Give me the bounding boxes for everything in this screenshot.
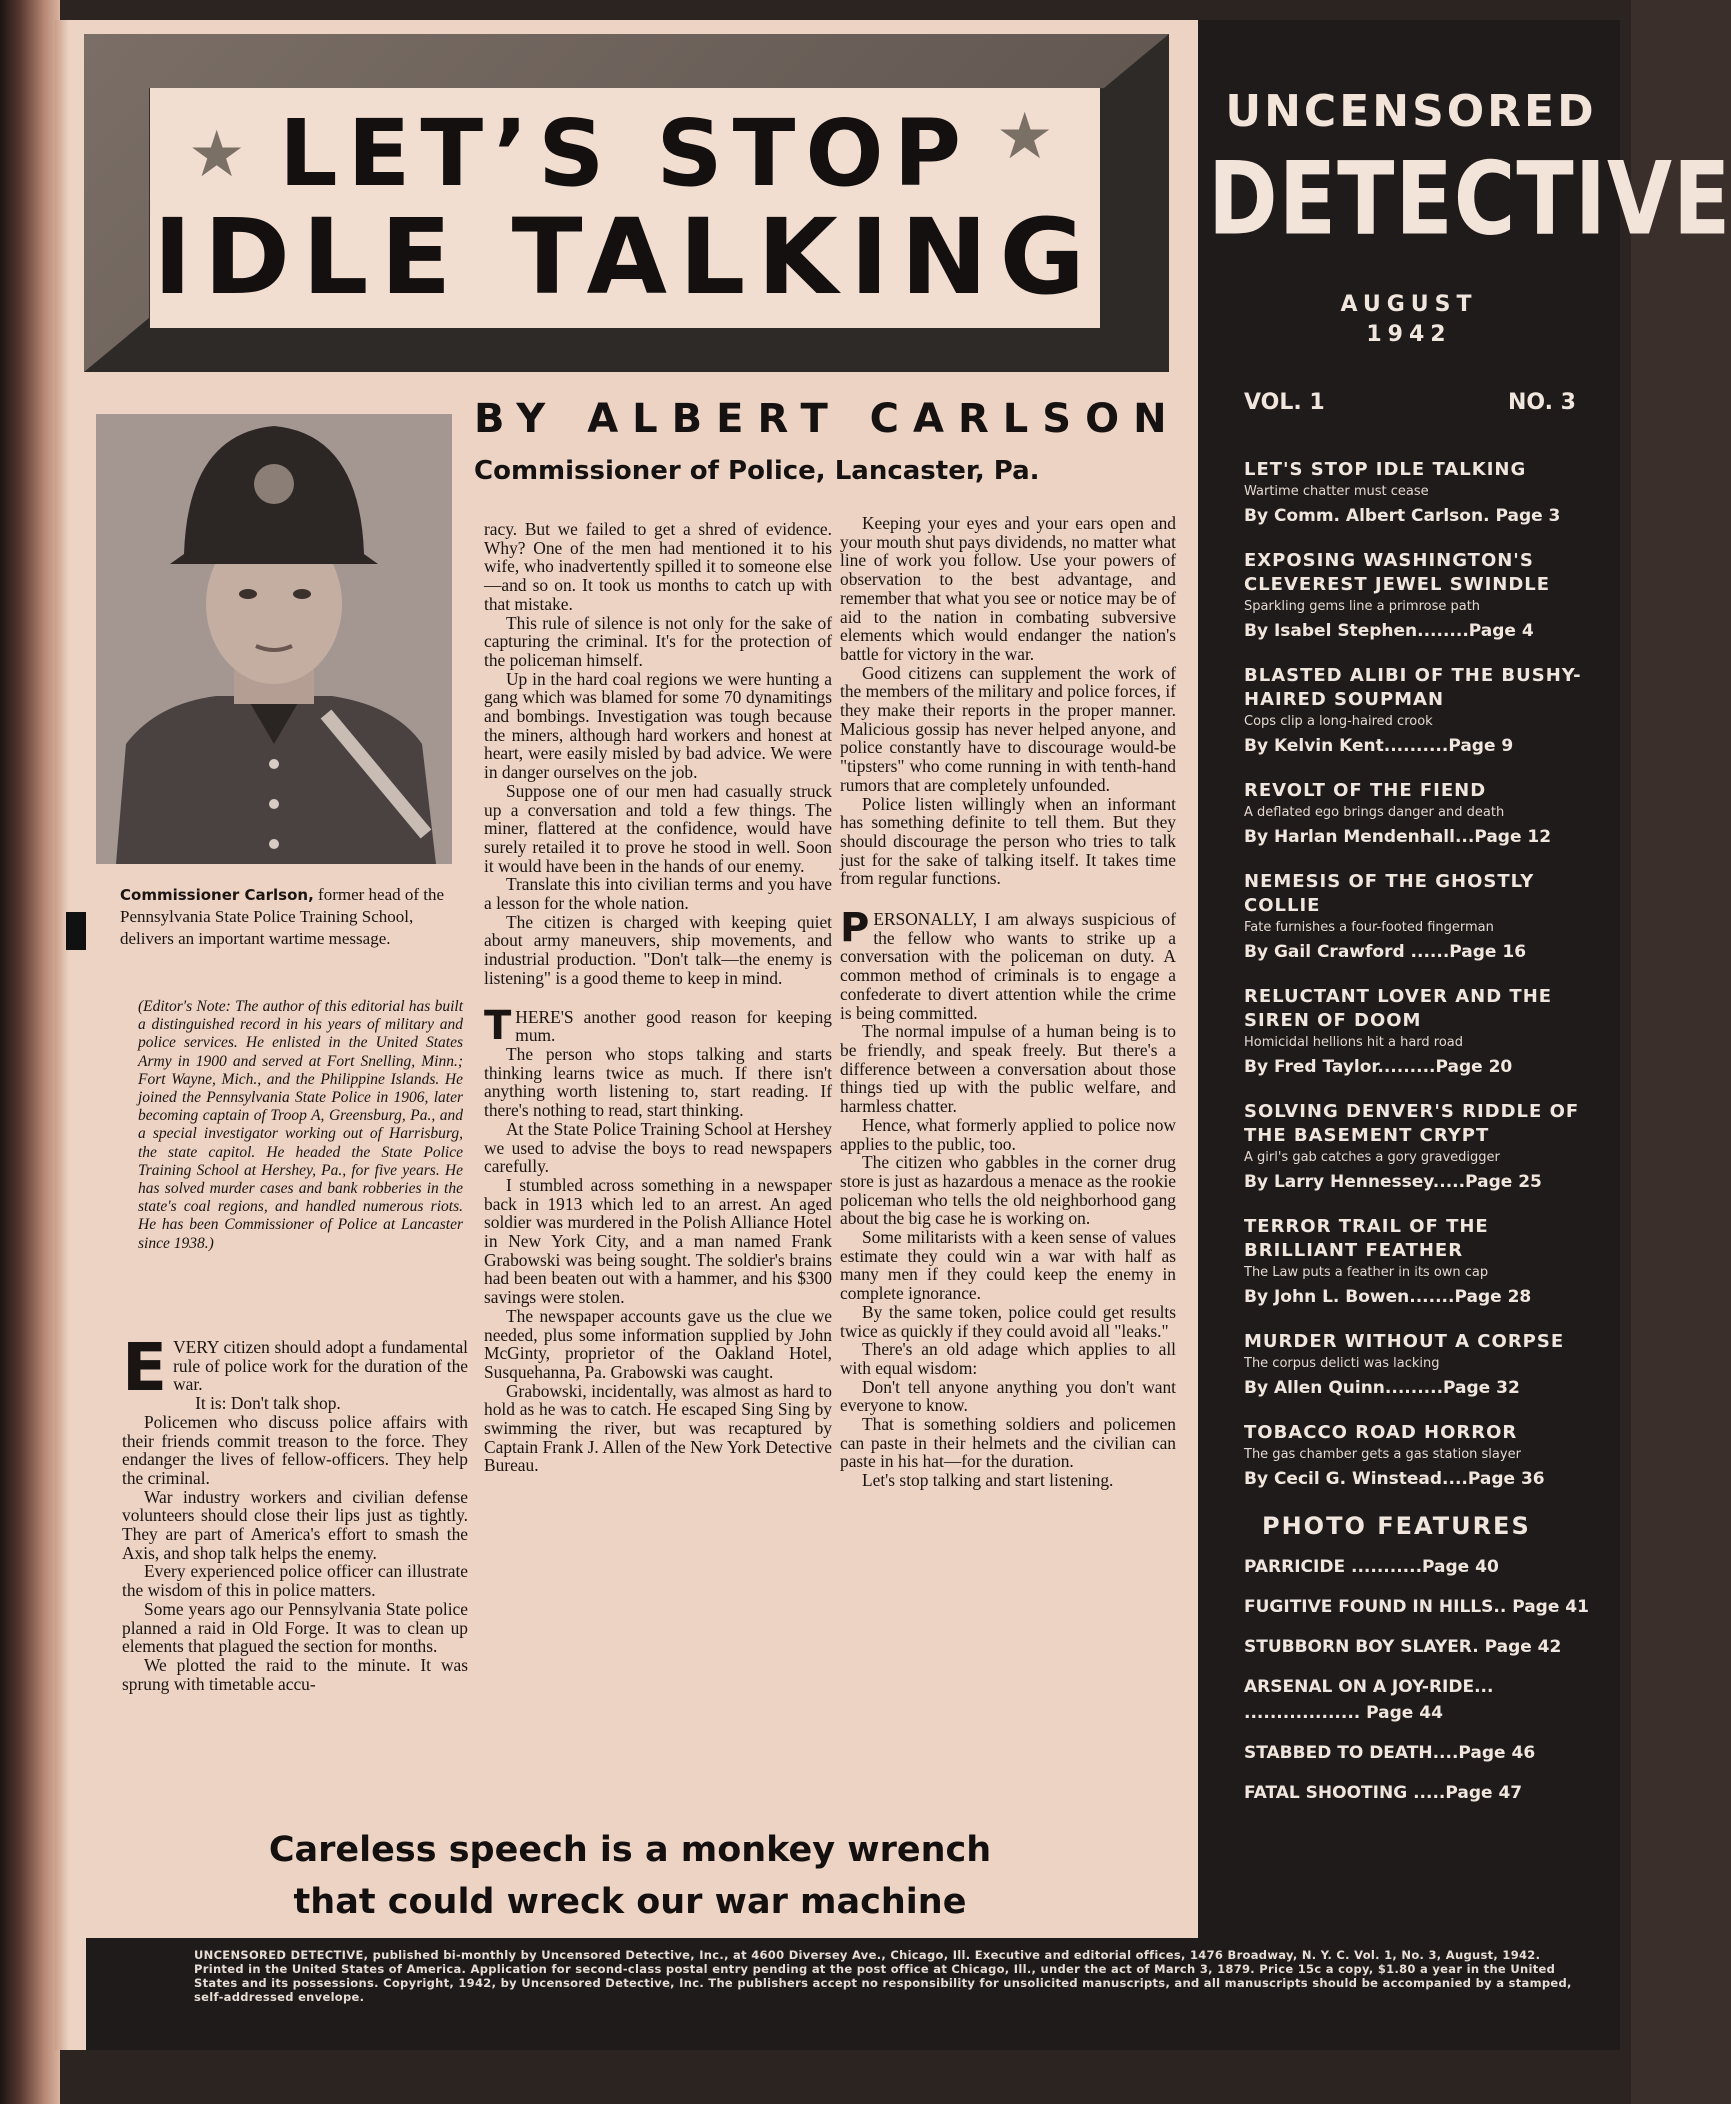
toc-author-page: By Larry Hennessey.....Page 25 — [1244, 1172, 1542, 1192]
toc-item — [1244, 549, 1594, 645]
toc-subtitle: The Law puts a feather in its own cap — [1244, 1265, 1489, 1280]
toc-title: TOBACCO ROAD HORROR — [1244, 1422, 1518, 1443]
toc-item — [1244, 664, 1594, 760]
caption-name: Commissioner Carlson, — [120, 886, 314, 904]
paragraph: Policemen who discuss police affairs with their friends commit treason to the force. They endanger the lives of fellow-officers. They help the criminal. — [122, 1411, 468, 1488]
toc-item — [1244, 870, 1594, 966]
magazine-name-line-1: UNCENSORED — [1225, 86, 1597, 137]
edge-mark — [66, 912, 86, 950]
toc-author-page: By Gail Crawford ......Page 16 — [1244, 942, 1527, 962]
toc-title: EXPOSING WASHINGTON'S CLEVEREST JEWEL SWINDLE — [1244, 550, 1551, 595]
toc-item — [1244, 1215, 1594, 1311]
toc-title: REVOLT OF THE FIEND — [1244, 780, 1487, 801]
paragraph: Hence, what formerly applied to police now applies to the public, too. — [840, 1114, 1176, 1154]
magazine-name-line-2: DETECTIVE — [1208, 140, 1731, 258]
paragraph-text: ERSONALLY, I am always suspicious of the fellow who wants to strike up a conversation with the policeman on duty. A common method of criminals is to engage a confederate to divert attention while the crime is being committed. — [840, 909, 1176, 1023]
slogan-line-1: Careless speech is a monkey wrench — [268, 1830, 992, 1870]
toc-author-page: By Allen Quinn.........Page 32 — [1244, 1378, 1520, 1398]
issue-number: NO. 3 — [1508, 390, 1576, 415]
paper-edge — [55, 20, 69, 2050]
toc-title: NEMESIS OF THE GHOSTLY COLLIE — [1244, 871, 1535, 916]
paragraph: Translate this into civilian terms and you have a lesson for the whole nation. — [484, 874, 832, 914]
toc-title: BLASTED ALIBI OF THE BUSHY-HAIRED SOUPMAN — [1244, 665, 1582, 710]
byline-author: BY ALBERT CARLSON — [474, 396, 1181, 442]
paragraph: Let's stop talking and start listening. — [862, 1470, 1114, 1491]
paragraph: The citizen who gabbles in the corner drug store is just as hazardous a menace as the rookie policeman who tells the old neighborhood gang about the big case he is working on. — [840, 1152, 1176, 1229]
paragraph: It is: Don't talk shop. — [195, 1393, 341, 1414]
toc-subtitle: Sparkling gems line a primrose path — [1244, 599, 1481, 614]
page-binding — [0, 0, 60, 2104]
paragraph-text: VERY citizen should adopt a fundamental rule of police work for the duration of the war. — [173, 1337, 468, 1395]
star-icon-left: ★ — [188, 118, 246, 192]
paragraph: There's an old adage which applies to all with equal wisdom: — [840, 1339, 1176, 1378]
paragraph: Good citizens can supplement the work of the members of the military and police forces, if they make their reports in the proper manner. Malicious gossip has never helped anyone, and police constantly have to discourage would-be "tipsters" who come running in with tenth-hand rumors that are completely unfounded. — [840, 662, 1176, 795]
toc-subtitle: A deflated ego brings danger and death — [1244, 805, 1505, 820]
paragraph: The citizen is charged with keeping quiet about army maneuvers, ship movements, and industrial production. "Don't talk—the enemy is listening" is a good theme to keep in mind. — [484, 911, 832, 988]
drop-cap: P — [840, 905, 870, 952]
article-column-1 — [122, 1329, 468, 1694]
paragraph: racy. But we failed to get a shred of evidence. Why? One of the men had mentioned it to his wife, who inadvertently spilled it to someone else—and so on. It took us months to catch up with that mistake. — [484, 519, 832, 614]
paragraph: Don't tell anyone anything you don't want everyone to know. — [840, 1376, 1176, 1416]
toc-title: LET'S STOP IDLE TALKING — [1244, 459, 1527, 480]
paragraph: Every experienced police officer can illustrate the wisdom of this in police matters. — [122, 1561, 468, 1601]
caption-text: former head of the Pennsylvania State Police Training School, delivers an important wartime message. — [120, 885, 445, 948]
toc-subtitle: Fate furnishes a four-footed fingerman — [1244, 920, 1494, 935]
photo-feature-item: PARRICIDE ...........Page 40 — [1244, 1557, 1499, 1577]
toc-author-page: By Cecil G. Winstead....Page 36 — [1244, 1469, 1545, 1489]
headline-line-1: LET’S STOP — [278, 100, 972, 207]
paragraph: We plotted the raid to the minute. It was sprung with timetable accu- — [122, 1654, 468, 1694]
paragraph: The newspaper accounts gave us the clue we needed, plus some information supplied by John McGinty, proprietor of the Oakland Hotel, Susquehanna, Pa. Grabowski was caught. — [484, 1305, 832, 1382]
paragraph: This rule of silence is not only for the sake of capturing the criminal. It's for the protection of the policeman himself. — [484, 612, 832, 670]
paragraph: By the same token, police could get results twice as quickly if they could avoid all "leaks." — [840, 1301, 1176, 1341]
table-of-contents — [1244, 458, 1594, 1820]
headline — [150, 88, 1100, 328]
toc-author-page: By Comm. Albert Carlson. Page 3 — [1244, 506, 1561, 526]
toc-item — [1244, 1421, 1594, 1493]
photo-features-heading: PHOTO FEATURES — [1262, 1512, 1531, 1540]
star-icon-right: ★ — [996, 100, 1054, 174]
paragraph: Grabowski, incidentally, was almost as hard to hold as he was to catch. He escaped Sing Sing by swimming the river, but was recaptured by Captain Frank J. Allen of the New York Detective Bureau. — [484, 1380, 832, 1476]
author-photo — [96, 414, 452, 864]
paragraph-text: HERE'S another good reason for keeping mum. — [515, 1006, 832, 1046]
photo-feature-item: FUGITIVE FOUND IN HILLS.. Page 41 — [1244, 1597, 1589, 1617]
toc-title: RELUCTANT LOVER AND THE SIREN OF DOOM — [1244, 986, 1553, 1031]
toc-item — [1244, 779, 1594, 851]
article-column-3 — [840, 514, 1176, 1490]
slogan — [180, 1824, 1080, 1928]
paragraph: Some militarists with a keen sense of values estimate they could win a war with half as many men if they could keep the enemy in complete ignorance. — [840, 1227, 1176, 1304]
photo-feature-item: ARSENAL ON A JOY-RIDE... .................. Page 44 — [1244, 1677, 1494, 1723]
paragraph: The person who stops talking and starts thinking learns twice as much. If there isn't anything worth listening to, start reading. If there's nothing to read, start thinking. — [484, 1043, 832, 1121]
slogan-line-2: that could wreck our war machine — [293, 1882, 967, 1922]
paragraph: That is something soldiers and policemen can paste in their helmets and the civilian can paste in his hat—for the duration. — [840, 1414, 1176, 1472]
toc-author-page: By John L. Bowen.......Page 28 — [1244, 1287, 1532, 1307]
photo-feature-item: FATAL SHOOTING .....Page 47 — [1244, 1783, 1523, 1803]
editors-note: (Editor's Note: The author of this editorial has built a distinguished record in his years of military and police services. He enlisted in the United States Army in 1900 and served at Fort Snelling, Minn.; Fort Wayne, Mich., and the Philippine Islands. He joined the Pennsylvania State Police in 1906, later becoming captain of Troop A, Greensburg, Pa., and a special investigator working out of Harrisburg, the state capitol. He headed the State Police Training School at Hershey, Pa., for five years. He has solved murder cases and bank robberies in the state's coal regions, and handled numerous riots. He has been Commissioner of Police at Lancaster since 1938.) — [138, 998, 463, 1252]
toc-author-page: By Kelvin Kent..........Page 9 — [1244, 736, 1514, 756]
paragraph: Keeping your eyes and your ears open and your mouth shut pays dividends, no matter what line of work you follow. Use your powers of observation to the best advantage, and remember that what you see or notice may be of aid to the nation in combating subversive elements which would endanger the nation's battle for victory in the war. — [840, 513, 1176, 664]
paragraph: Some years ago our Pennsylvania State police planned a raid in Old Forge. It was to clean up elements that plagued the section for months. — [122, 1598, 468, 1657]
toc-subtitle: Homicidal hellions hit a hard road — [1244, 1035, 1464, 1050]
toc-subtitle: The gas chamber gets a gas station slayer — [1244, 1447, 1521, 1462]
toc-item — [1244, 1100, 1594, 1196]
toc-item — [1244, 1330, 1594, 1402]
issue-year: 1942 — [1366, 322, 1452, 347]
photo-feature-item: STABBED TO DEATH....Page 46 — [1244, 1743, 1536, 1763]
issue-month: AUGUST — [1340, 292, 1478, 317]
toc-subtitle: A girl's gab catches a gory gravedigger — [1244, 1150, 1500, 1165]
headline-line-2: IDLE TALKING — [153, 196, 1097, 318]
toc-subtitle: The corpus delicti was lacking — [1244, 1356, 1440, 1371]
toc-item — [1244, 985, 1594, 1081]
drop-cap: T — [484, 1002, 512, 1049]
article-column-2 — [484, 520, 832, 1475]
policeman-portrait-icon — [96, 414, 452, 864]
toc-item — [1244, 458, 1594, 530]
paragraph: Police listen willingly when an informant has something definite to tell them. But they should discourage the person who tries to talk just for the sake of talking itself. It takes time from regular functions. — [840, 793, 1176, 889]
paragraph: The normal impulse of a human being is to be friendly, and speak freely. But there's a difference between a conversation about those things tied up with the public welfare, and harmless chatter. — [840, 1021, 1176, 1117]
paragraph: War industry workers and civilian defense volunteers should close their lips just as tightly. They are part of America's effort to smash the Axis, and shop talk helps the enemy. — [122, 1486, 468, 1563]
toc-subtitle: Cops clip a long-haired crook — [1244, 714, 1433, 729]
paragraph: Suppose one of our men had casually struck up a conversation and told a few things. The miner, flattered at the confidence, would have surely retailed it to prove he stood in well. Soon it would have been in the hands of our enemy. — [484, 780, 832, 876]
publication-footer — [86, 1938, 1620, 2050]
volume-number: VOL. 1 — [1244, 390, 1325, 415]
contents-sidebar — [1198, 20, 1731, 1940]
byline-title: Commissioner of Police, Lancaster, Pa. — [474, 456, 1040, 486]
paragraph — [484, 1002, 832, 1049]
drop-cap: E — [122, 1329, 168, 1406]
paragraph: I stumbled across something in a newspaper back in 1913 which led to an arrest. An aged soldier was murdered in the Polish Alliance Hotel in New York City, and a man named Frank Grabowski was being sought. The soldier's brains had been beaten out with a hammer, and his $300 savings were stolen. — [484, 1174, 832, 1308]
paragraph: Up in the hard coal regions we were hunting a gang which was blamed for some 70 dynamitings and bombings. Investigation was tough because the miners, although hard workers and honest at heart, were easily misled by bad advice. We were in danger ourselves on the job. — [484, 668, 832, 783]
toc-title: SOLVING DENVER'S RIDDLE OF THE BASEMENT CRYPT — [1244, 1101, 1580, 1146]
toc-title: MURDER WITHOUT A CORPSE — [1244, 1331, 1565, 1352]
toc-title: TERROR TRAIL OF THE BRILLIANT FEATHER — [1244, 1216, 1489, 1261]
paragraph: At the State Police Training School at Hershey we used to advise the boys to read newspapers carefully. — [484, 1118, 832, 1177]
toc-subtitle: Wartime chatter must cease — [1244, 484, 1429, 499]
photo-feature-item: STUBBORN BOY SLAYER. Page 42 — [1244, 1637, 1562, 1657]
toc-author-page: By Harlan Mendenhall...Page 12 — [1244, 827, 1552, 847]
toc-author-page: By Fred Taylor.........Page 20 — [1244, 1057, 1513, 1077]
toc-author-page: By Isabel Stephen........Page 4 — [1244, 621, 1534, 641]
photo-caption — [120, 884, 465, 950]
paragraph — [840, 905, 1176, 1023]
footer-text: UNCENSORED DETECTIVE, published bi-monthly by Uncensored Detective, Inc., at 4600 Diversey Ave., Chicago, Ill. Executive and editorial offices, 1476 Broadway, N. Y. C. Vol. 1, No. 3, August, 1942. Printed in the United States of America. Application for second-class postal entry pending at the post office at Chicago, Ill., under the act of March 3, 1879. Price 15c a copy, $1.80 a year in the United States and its possessions. Copyright, 1942, by Uncensored Detective, Inc. The publishers accept no responsibility for unsolicited manuscripts, and all manuscripts should be accompanied by a stamped, self-addressed envelope. — [194, 1948, 1572, 2004]
